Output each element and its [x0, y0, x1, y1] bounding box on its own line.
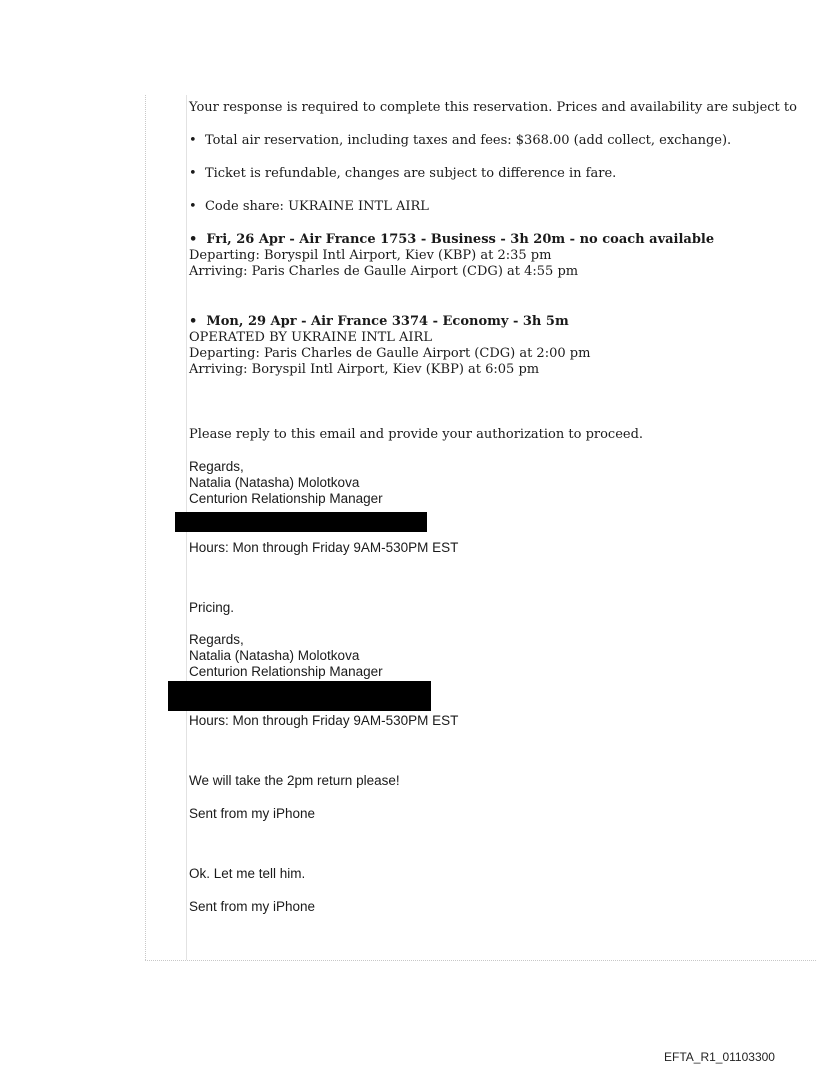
bullet-text: Code share: UKRAINE INTL AIRL: [204, 199, 429, 214]
signature-hours: Hours: Mon through Friday 9AM-530PM EST: [189, 713, 459, 728]
flight-heading-text: Mon, 29 Apr - Air France 3374 - Economy - 3h 5m: [206, 314, 569, 329]
bullet-code-share: [189, 199, 429, 215]
signature-block-2: [189, 632, 383, 680]
flight-heading: [189, 232, 714, 248]
pricing-note: Pricing.: [189, 600, 235, 615]
bullet-total: [189, 133, 731, 149]
sent-from: Sent from my iPhone: [189, 806, 316, 821]
bullet-glyph: •: [189, 166, 197, 181]
bullet-glyph: •: [189, 314, 198, 329]
bullet-glyph: •: [189, 199, 197, 214]
bullet-glyph: •: [189, 232, 198, 247]
redaction-bar: [175, 512, 427, 532]
flight-heading: [189, 314, 590, 330]
flight-return: [189, 314, 590, 378]
intro-text: Your response is required to complete this reservation. Prices and availability are subject to: [189, 100, 797, 115]
signature-title: Centurion Relationship Manager: [189, 664, 383, 679]
document-id: EFTA_R1_01103300: [664, 1050, 775, 1064]
signature-title: Centurion Relationship Manager: [189, 491, 383, 506]
flight-departing: Departing: Paris Charles de Gaulle Airport (CDG) at 2:00 pm: [189, 346, 591, 361]
document-bottom-border: [145, 960, 816, 961]
document-left-border: [145, 95, 146, 960]
signature-regards: Regards,: [189, 632, 244, 647]
signature-name: Natalia (Natasha) Molotkova: [189, 648, 360, 663]
redaction-bar: [168, 681, 431, 711]
flight-heading-text: Fri, 26 Apr - Air France 1753 - Business - 3h 20m - no coach available: [206, 232, 715, 247]
reply-message: Ok. Let me tell him.: [189, 866, 306, 881]
signature-hours: Hours: Mon through Friday 9AM-530PM EST: [189, 540, 459, 555]
flight-operated-by: OPERATED BY UKRAINE INTL AIRL: [189, 330, 432, 345]
bullet-text: Ticket is refundable, changes are subject to difference in fare.: [204, 166, 617, 181]
flight-departing: Departing: Boryspil Intl Airport, Kiev (KBP) at 2:35 pm: [189, 248, 552, 263]
flight-arriving: Arriving: Paris Charles de Gaulle Airport (CDG) at 4:55 pm: [189, 264, 579, 279]
signature-name: Natalia (Natasha) Molotkova: [189, 475, 360, 490]
bullet-refundable: [189, 166, 616, 182]
reply-request: Please reply to this email and provide your authorization to proceed.: [189, 427, 644, 442]
bullet-glyph: •: [189, 133, 197, 148]
flight-outbound: [189, 232, 714, 280]
signature-regards: Regards,: [189, 459, 244, 474]
signature-block-1: [189, 459, 383, 507]
sent-from: Sent from my iPhone: [189, 899, 316, 914]
bullet-text: Total air reservation, including taxes and fees: $368.00 (add collect, exchange).: [204, 133, 732, 148]
flight-arriving: Arriving: Boryspil Intl Airport, Kiev (KBP) at 6:05 pm: [189, 362, 540, 377]
reply-message: We will take the 2pm return please!: [189, 773, 400, 788]
